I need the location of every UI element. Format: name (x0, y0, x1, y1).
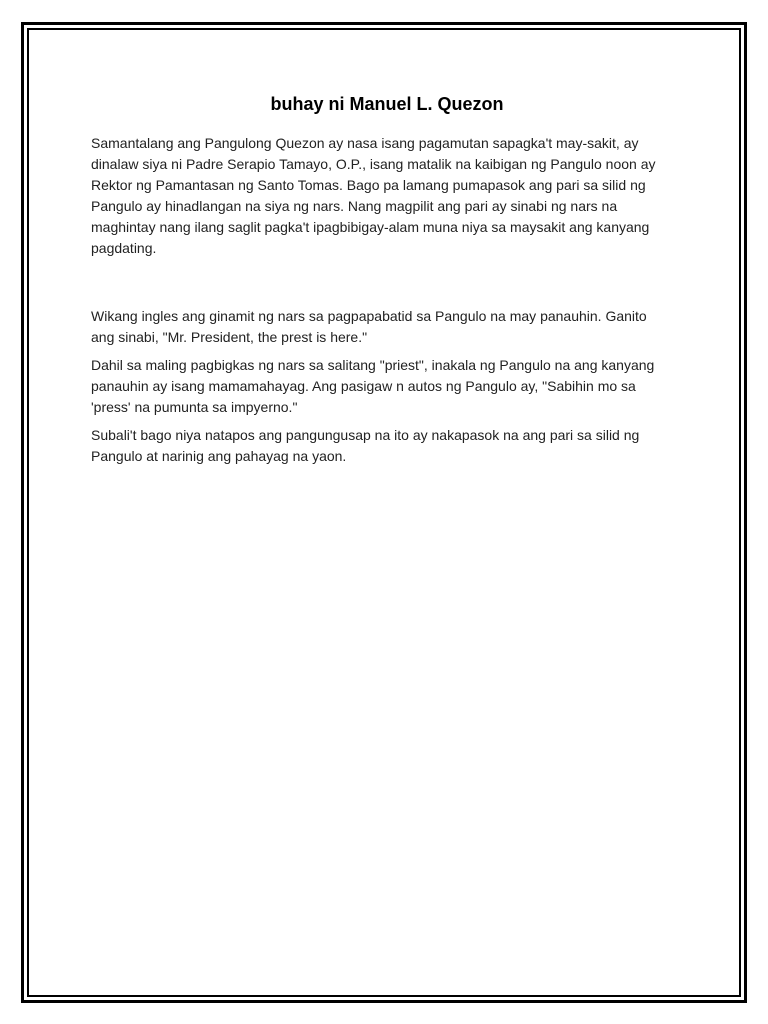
paragraph-3: Dahil sa maling pagbigkas ng nars sa salitang "priest", inakala ng Pangulo na ang kanyang panauhin ay isang mamamahayag. Ang pasigaw n autos ng Pangulo ay, "Sabihin mo sa 'press' na pumunta sa impyerno." (91, 357, 655, 415)
paragraph-1: Samantalang ang Pangulong Quezon ay nasa isang pagamutan sapagka't may-sakit, ay dinalaw siya ni Padre Serapio Tamayo, O.P., isang matalik na kaibigan ng Pangulo noon ay Rektor ng Pamantasan ng Santo Tomas. Bago pa lamang pumapasok ang pari sa silid ng Pangulo ay hinadlangan na siya ng nars. Nang magpilit ang pari ay sinabi ng nars na maghintay nang ilang saglit pagka't ipagbibigay-alam muna niya sa maysakit ang kanyang pagdating. (91, 135, 656, 256)
paragraph-2: Wikang ingles ang ginamit ng nars sa pagpapabatid sa Pangulo na may panauhin. Ganito ang sinabi, "Mr. President, the prest is here." (91, 308, 647, 345)
document-title: buhay ni Manuel L. Quezon (270, 94, 504, 114)
paragraph-4: Subali't bago niya natapos ang pangungusap na ito ay nakapasok na ang pari sa silid ng Pangulo at narinig ang pahayag na yaon. (91, 427, 640, 464)
document-body (91, 93, 671, 467)
